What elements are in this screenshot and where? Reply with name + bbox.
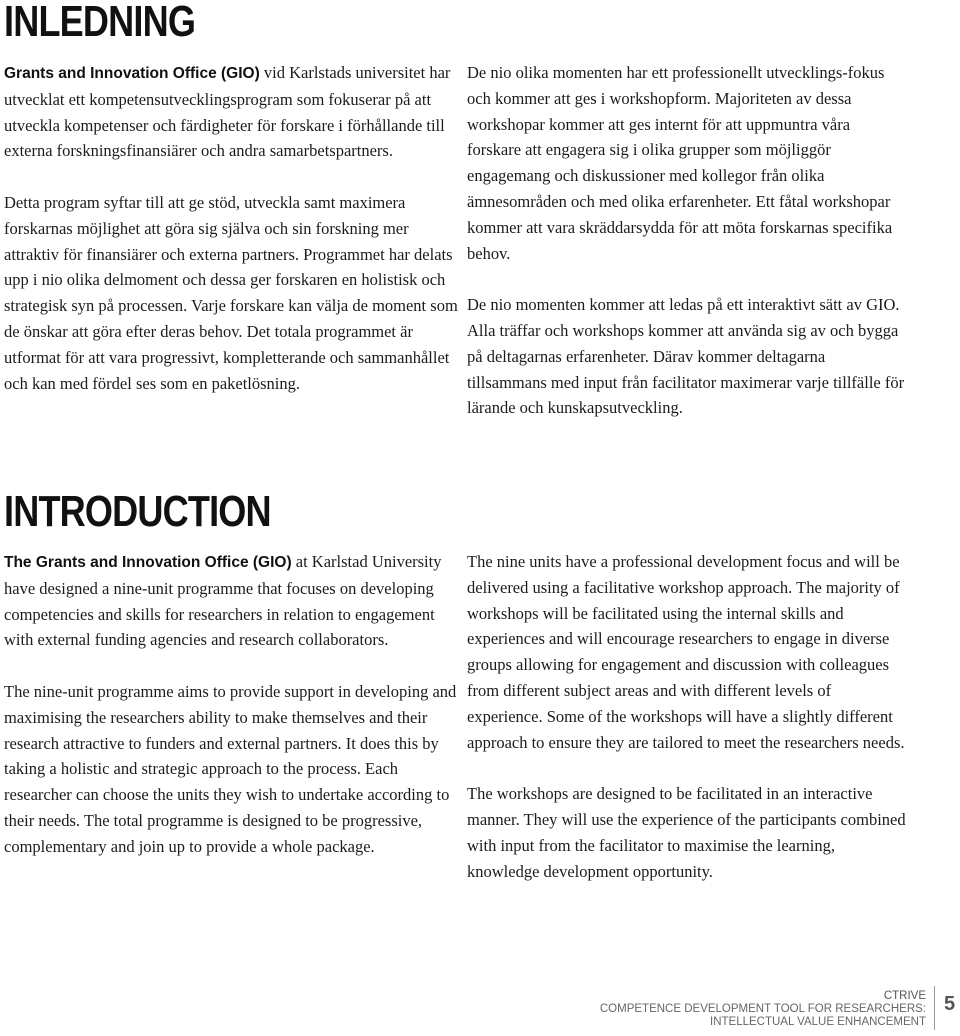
footer-line-2: INTELLECTUAL VALUE ENHANCEMENT <box>710 1016 926 1028</box>
english-left-column <box>4 549 459 860</box>
english-left-paragraph-2: The nine-unit programme aims to provide support in developing and maximising the researchers ability to make themselves and their research attractive to funders and external partners. It does this by taking a holistic and strategic approach to the process. Each researcher can choose the units they wish to undertake according to their needs. The total programme is designed to be progressive, complementary and join up to provide a whole package. <box>4 681 457 856</box>
english-right-column <box>467 549 907 884</box>
heading-inledning: INLEDNING <box>4 0 196 46</box>
english-right-paragraph-2: The workshops are designed to be facilitated in an interactive manner. They will use the experience of the participants combined with input from the facilitator to maximise the learning, knowledge development opportunity. <box>467 784 906 881</box>
gio-lead-en: The Grants and Innovation Office (GIO) <box>4 554 292 571</box>
swedish-right-column <box>467 60 907 421</box>
english-right-paragraph-1: The nine units have a professional development focus and will be delivered using a facilitative workshop approach. The majority of workshops will be facilitated using the internal skills and experiences and will encourage researchers to engage in diverse groups allowing for engagement and discussion with colleagues from different subject areas and with different levels of experience. Some of the workshops will have a slightly different approach to ensure they are tailored to meet the researchers needs. <box>467 552 905 752</box>
gio-lead-sv: Grants and Innovation Office (GIO) <box>4 65 260 82</box>
swedish-left-p1-text: vid Karlstads universitet har utvecklat ett kompetensutvecklingsprogram som fokuserar på att utveckla kompetenser och färdigheter för forskare i förhållande till externa forskningsfinansiärer och andra samarbetspartners. <box>4 63 451 161</box>
footer-title <box>600 990 926 1029</box>
swedish-right-paragraph-1: De nio olika momenten har ett professionellt utvecklings-fokus och kommer att ges i workshopform. Majoriteten av dessa workshopar kommer att ges internt för att uppmuntra våra forskare att engagera sig i olika grupper som möjliggör engagemang och diskussioner med kollegor från olika ämnesområden och med olika erfarenheter. Ett fåtal workshopar kommer att vara skräddarsydda för att möta forskarnas specifika behov. <box>467 63 893 263</box>
swedish-left-paragraph-1 <box>4 60 459 164</box>
swedish-right-paragraph-2: De nio momenten kommer att ledas på ett interaktivt sätt av GIO. Alla träffar och workshops kommer att använda sig av och bygga på deltagarnas erfarenheter. Därav kommer deltagarna tillsammans med input från facilitator maximerar varje tillfälle för lärande och kunskapsutveckling. <box>467 295 905 418</box>
english-left-paragraph-1 <box>4 549 459 653</box>
footer-divider <box>934 986 935 1030</box>
heading-introduction: INTRODUCTION <box>4 487 271 536</box>
footer-brand: CTRIVE <box>883 990 926 1002</box>
swedish-left-column <box>4 60 459 396</box>
page-number: 5 <box>944 993 956 1015</box>
swedish-left-paragraph-2: Detta program syftar till att ge stöd, utveckla samt maximera forskarnas möjlighet att göra sig själva och sin forskning mer attraktiv för finansiärer och externa partners. Programmet har delats upp i nio olika delmoment och dessa ger forskaren en holistisk och strategisk syn på processen. Varje forskare kan välja de moment som de önskar att göra efter deras behov. Det totala programmet är utformat för att vara progressivt, kompletterande och sammanhållet och kan med fördel ses som en paketlösning. <box>4 192 458 393</box>
footer-line-1: COMPETENCE DEVELOPMENT TOOL FOR RESEARCHERS: <box>599 1003 926 1015</box>
english-left-p1-text: at Karlstad University have designed a nine-unit programme that focuses on developing competencies and skills for researchers in relation to engagement with external funding agencies and research collaborators. <box>4 552 442 650</box>
